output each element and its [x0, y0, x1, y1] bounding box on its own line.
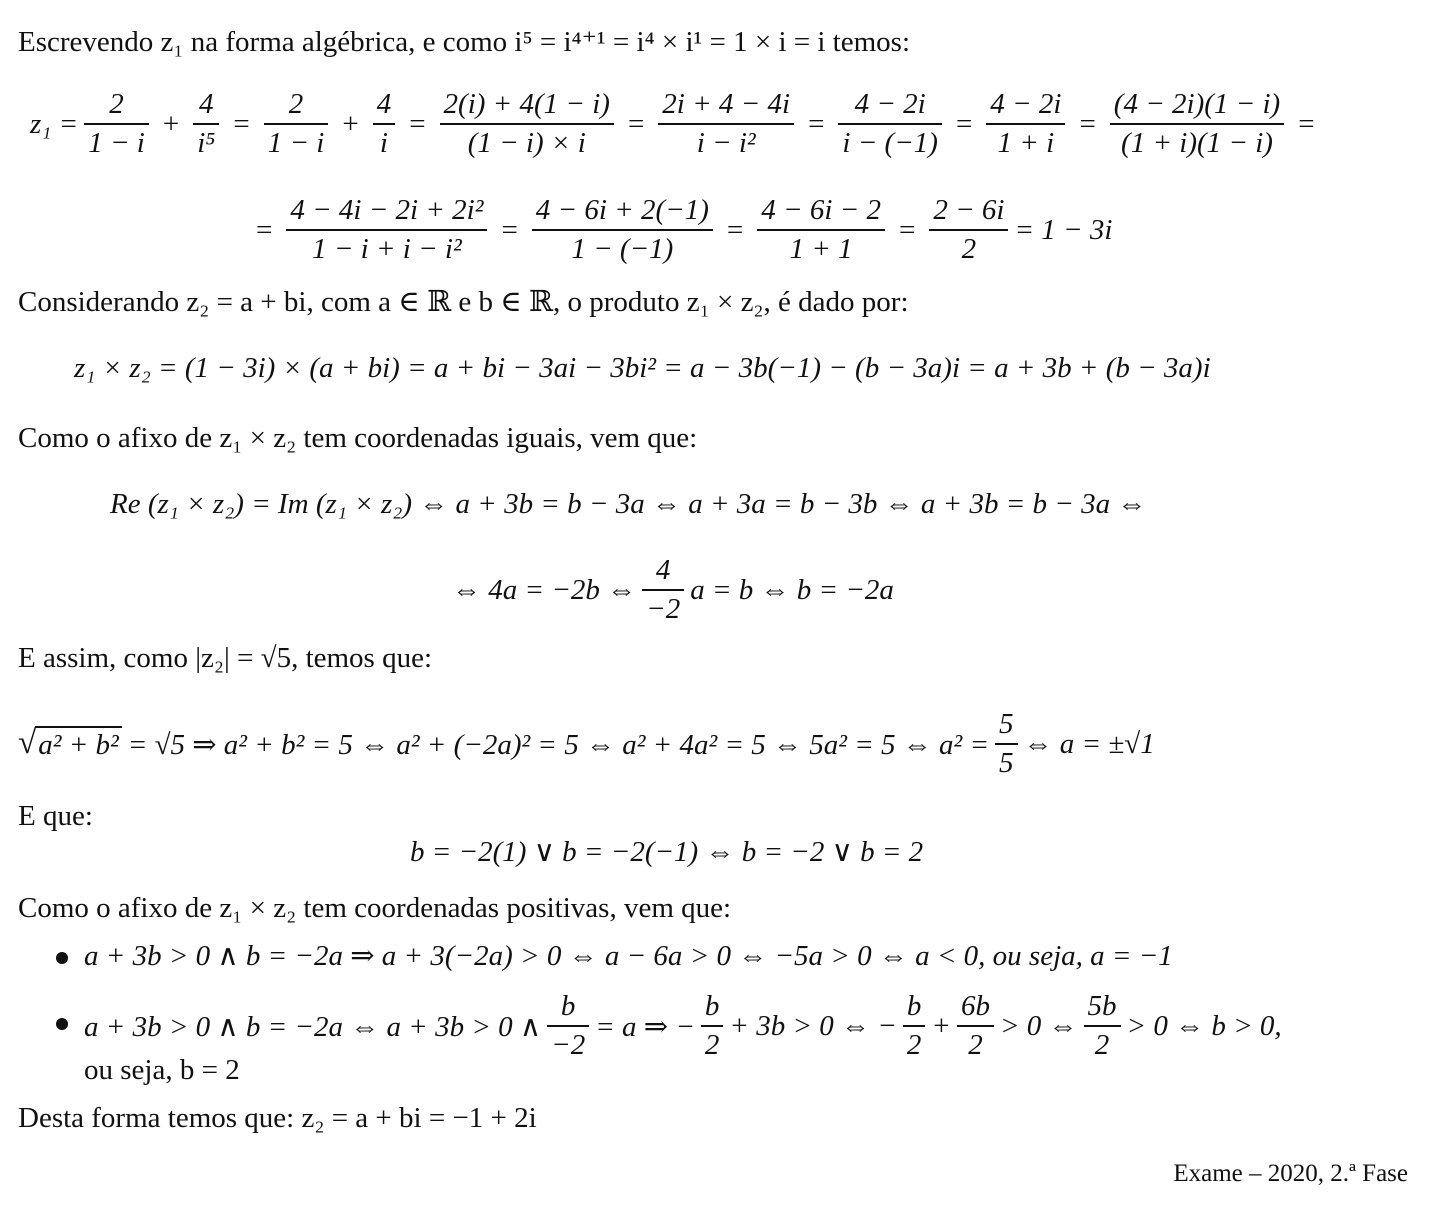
bullet-item-b-continuation: ou seja, b = 2 [84, 1054, 240, 1086]
fraction: $\frac{4}{-2}$ [642, 554, 684, 627]
fraction: $\frac{2}{1 - i}$ [264, 88, 329, 161]
fraction: $\frac{4 - 2i}{1 + i}$ [986, 88, 1065, 161]
fraction: $\frac{b}{2}$ [701, 990, 724, 1063]
bullet-item-a: a + 3b > 0 ∧ b = −2a ⇒ a + 3(−2a) > 0 ⇔ a − 6a > 0 ⇔ −5a > 0 ⇔ a < 0, ou seja, a = −1 [84, 940, 1173, 972]
paragraph-modulus: E assim, como |z₂| = √5, temos que: [18, 642, 433, 674]
paragraph-intro: Escrevendo z₁ na forma algébrica, e como i⁵ = i⁴⁺¹ = i⁴ × i¹ = 1 × i = i temos: [18, 26, 911, 58]
fraction: $\frac{2(i) + 4(1 - i)}{(1 - i) \times i}$ [440, 88, 614, 161]
fraction: $\frac{4}{\text{i⁵}}$ [193, 88, 219, 161]
paragraph-conclusion: Desta forma temos que: z₂ = a + bi = −1 + 2i [18, 1102, 537, 1134]
fraction: $\frac{5b}{2}$ [1084, 990, 1121, 1063]
fraction: $\frac{b}{2}$ [903, 990, 926, 1063]
fraction: $\frac{2}{1 - i}$ [84, 88, 149, 161]
equation-b-values: b = −2(1) ∨ b = −2(−1) ⇔ b = −2 ∨ b = 2 [410, 836, 924, 868]
paragraph-product: Considerando z₂ = a + bi, com a ∈ ℝ e b ∈ ℝ, o produto z₁ × z₂, é dado por: [18, 286, 909, 318]
bullet-marker [56, 952, 68, 964]
eq1-left: z₁ = [30, 107, 79, 140]
equation-z1-expansion: z₁ = $\frac{2}{1 - i}$ + $\frac{4}{\text{i⁵}}$ = $\frac{2}{1 - i}$ + $\frac{4}{i}$ = $\frac{2(i) + 4(1 - i)}{(1 - i) \times i}$ = $\frac{2i + 4 - 4i}{\text{i − i²}}$ = $\frac{4 - 2i}{i - (-1)}$ = $\frac{4 - 2i}{1 + i}$ = $\frac{(4 - 2i)(1 - i)}{(1 + i)(1 - i)}$ = [30, 88, 1315, 160]
fraction: $\frac{b}{-2}$ [547, 990, 589, 1063]
fraction: $\frac{5}{5}$ [995, 708, 1018, 781]
paragraph-positive-coords: Como o afixo de z₁ × z₂ tem coordenadas positivas, vem que: [18, 892, 732, 924]
equation-product: z₁ × z₂ = (1 − 3i) × (a + bi) = a + bi − 3ai − 3bi² = a − 3b(−1) − (b − 3a)i = a + 3b + (b − 3a)i [74, 352, 1211, 384]
equation-re-im: Re (z₁ × z₂) = Im (z₁ × z₂) ⇔ a + 3b = b − 3a ⇔ a + 3a = b − 3b ⇔ a + 3b = b − 3a ⇔ [110, 488, 1147, 520]
bullet-item-b: a + 3b > 0 ∧ b = −2a ⇔ a + 3b > 0 ∧ $\frac{b}{-2}$ = a ⇒ − $\frac{b}{2}$ + 3b > 0 ⇔ − $\frac{b}{2}$ + $\frac{6b}{2}$ > 0 ⇔ $\frac{5b}{2}$ > 0 ⇔ b > 0, [84, 990, 1282, 1062]
equation-modulus: √ a² + b² = √5 ⇒ a² + b² = 5 ⇔ a² + (−2a)² = 5 ⇔ a² + 4a² = 5 ⇔ 5a² = 5 ⇔ a² = $\frac{5}{5}$ ⇔ a = ±√1 [18, 708, 1155, 780]
fraction: $\frac{\text{4 − 4i − 2i + 2i²}}{\text{1 − i + i − i²}}$ [286, 194, 487, 267]
fraction: $\frac{(4 - 2i)(1 - i)}{(1 + i)(1 - i)}$ [1110, 88, 1284, 161]
fraction: $\frac{2 - 6i}{2}$ [929, 194, 1008, 267]
equation-b-minus-2a: ⇔ 4a = −2b ⇔ $\frac{4}{-2}$ a = b ⇔ b = −2a [452, 554, 894, 626]
exam-source-label: Exame – 2020, 2.ª Fase [1173, 1160, 1408, 1187]
fraction: $\frac{6b}{2}$ [957, 990, 994, 1063]
paragraph-and-that: E que: [18, 800, 93, 832]
equation-z1-result: = $\frac{\text{4 − 4i − 2i + 2i²}}{\text{1 − i + i − i²}}$ = $\frac{4 - 6i + 2(-1)}{1 - (-1)}$ = $\frac{4 - 6i - 2}{1 + 1}$ = $\frac{2 - 6i}{2}$ = 1 − 3i [256, 194, 1113, 266]
fraction: $\frac{4 - 6i + 2(-1)}{1 - (-1)}$ [532, 194, 713, 267]
fraction: $\frac{2i + 4 - 4i}{\text{i − i²}}$ [658, 88, 794, 161]
fraction: $\frac{4 - 6i - 2}{1 + 1}$ [757, 194, 885, 267]
fraction: $\frac{4}{i}$ [373, 88, 396, 161]
eq2-tail: = 1 − 3i [1014, 213, 1113, 246]
fraction: $\frac{4 - 2i}{i - (-1)}$ [838, 88, 942, 161]
bullet-marker [56, 1018, 68, 1030]
paragraph-equal-coords: Como o afixo de z₁ × z₂ tem coordenadas iguais, vem que: [18, 422, 698, 454]
square-root: √ a² + b² [18, 726, 122, 762]
